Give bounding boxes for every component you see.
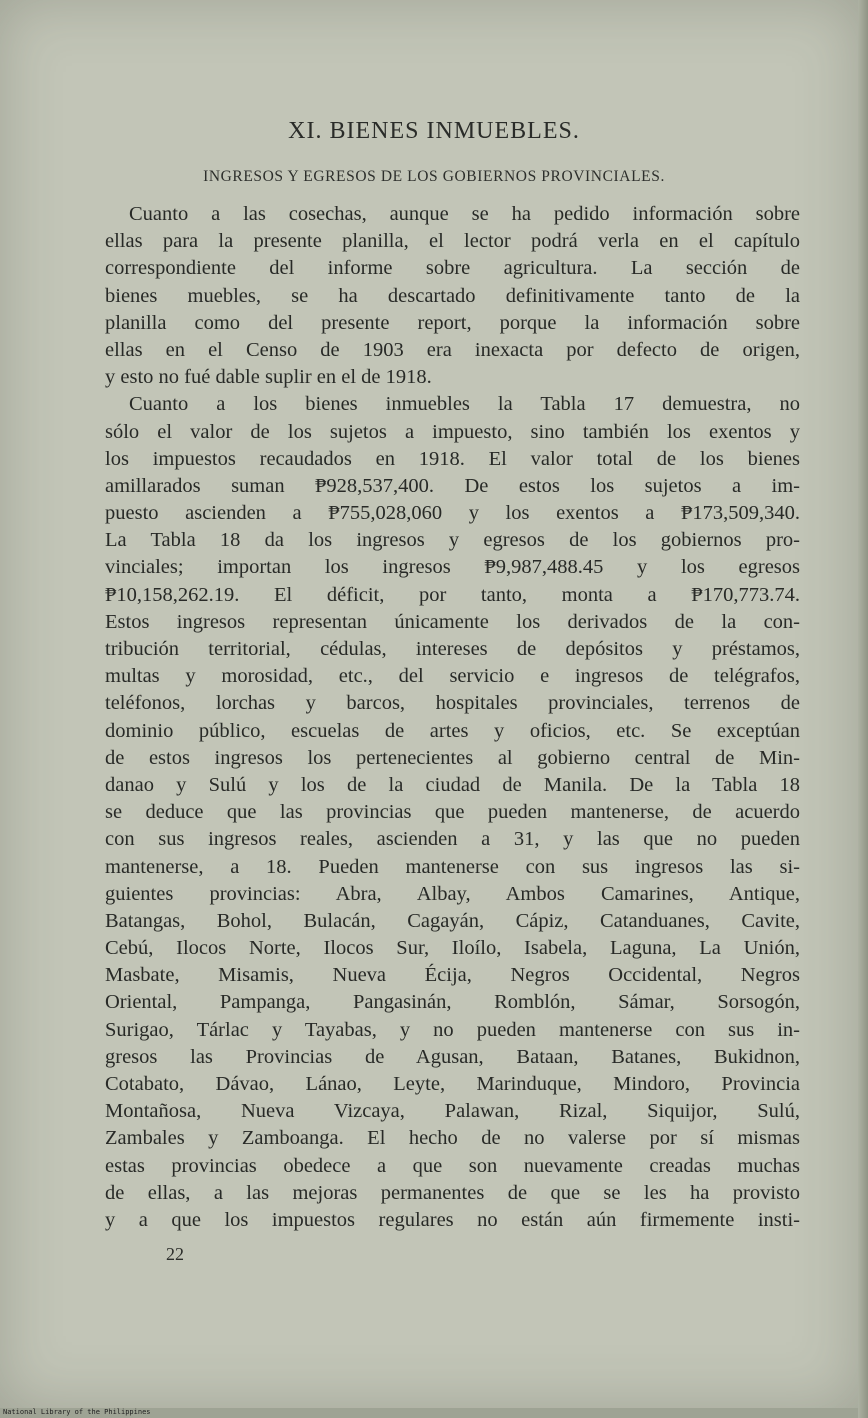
text-line: Oriental, Pampanga, Pangasinán, Romblón, Sámar, Sorsogón, bbox=[105, 991, 800, 1014]
text-line: correspondiente del informe sobre agricultura. La sección de bbox=[105, 257, 800, 280]
text-line: de ellas, a las mejoras permanentes de que se les ha provisto bbox=[105, 1181, 800, 1204]
text-line: Cotabato, Dávao, Lánao, Leyte, Marinduque, Mindoro, Provincia bbox=[105, 1073, 800, 1095]
text-line: y a que los impuestos regulares no están aún firmemente insti- bbox=[105, 1208, 800, 1231]
paragraph-2 bbox=[105, 391, 800, 1234]
text-line: tribución territorial, cédulas, intereses de depósitos y préstamos, bbox=[105, 638, 800, 660]
text-line: Surigao, Tárlac y Tayabas, y no pueden mantenerse con sus in- bbox=[105, 1018, 800, 1041]
text-line: Cuanto a las cosechas, aunque se ha pedido información sobre bbox=[129, 203, 800, 225]
text-line: Batangas, Bohol, Bulacán, Cagayán, Cápiz, Catanduanes, Cavite, bbox=[105, 909, 800, 932]
text-line: y esto no fué dable suplir en el de 1918. bbox=[105, 366, 432, 389]
text-line: de estos ingresos los pertenecientes al gobierno central de Min- bbox=[105, 746, 800, 769]
text-line: dominio público, escuelas de artes y oficios, etc. Se exceptúan bbox=[105, 719, 800, 742]
text-line: bienes muebles, se ha descartado definitivamente tanto de la bbox=[105, 284, 800, 307]
text-line: multas y morosidad, etc., del servicio e ingresos de telégrafos, bbox=[105, 665, 800, 688]
page-number: 22 bbox=[166, 1244, 184, 1264]
text-line: mantenerse, a 18. Pueden mantenerse con sus ingresos las si- bbox=[105, 855, 800, 878]
text-line: se deduce que las provincias que pueden mantenerse, de acuerdo bbox=[105, 801, 800, 824]
text-line: estas provincias obedece a que son nuevamente creadas muchas bbox=[105, 1154, 800, 1177]
text-line: La Tabla 18 da los ingresos y egresos de los gobiernos pro- bbox=[105, 529, 800, 552]
text-line: vinciales; importan los ingresos ₱9,987,488.45 y los egresos bbox=[105, 556, 800, 579]
text-line: Cuanto a los bienes inmuebles la Tabla 17 demuestra, no bbox=[129, 393, 800, 416]
text-line: Estos ingresos representan únicamente los derivados de la con- bbox=[105, 610, 800, 633]
text-line: Cebú, Ilocos Norte, Ilocos Sur, Iloílo, Isabela, Laguna, La Unión, bbox=[105, 937, 800, 960]
text-line: guientes provincias: Abra, Albay, Ambos Camarines, Antique, bbox=[105, 882, 800, 905]
text-line: ₱10,158,262.19. El déficit, por tanto, monta a ₱170,773.74. bbox=[105, 583, 800, 606]
footer-credit: National Library of the Philippines bbox=[3, 1408, 151, 1416]
section-subheading: INGRESOS Y EGRESOS DE LOS GOBIERNOS PROVINCIALES. bbox=[203, 168, 665, 185]
text-line: teléfonos, lorchas y barcos, hospitales provinciales, terrenos de bbox=[105, 692, 800, 715]
text-line: ellas para la presente planilla, el lector podrá verla en el capítulo bbox=[105, 230, 800, 253]
text-line: planilla como del presente report, porque la información sobre bbox=[105, 311, 800, 334]
section-heading: XI. BIENES INMUEBLES. bbox=[288, 118, 580, 144]
text-line: gresos las Provincias de Agusan, Bataan, Batanes, Bukidnon, bbox=[105, 1045, 800, 1068]
text-line: puesto ascienden a ₱755,028,060 y los exentos a ₱173,509,340. bbox=[105, 502, 800, 525]
text-line: Zambales y Zamboanga. El hecho de no valerse por sí mismas bbox=[105, 1127, 800, 1150]
body-text bbox=[105, 201, 800, 1234]
text-line: amillarados suman ₱928,537,400. De estos los sujetos a im- bbox=[105, 474, 800, 497]
text-line: ellas en el Censo de 1903 era inexacta por defecto de origen, bbox=[105, 338, 800, 361]
text-line: Masbate, Misamis, Nueva Écija, Negros Occidental, Negros bbox=[105, 964, 800, 987]
text-line: sólo el valor de los sujetos a impuesto, sino también los exentos y bbox=[105, 420, 800, 443]
paragraph-1 bbox=[105, 201, 800, 391]
text-line: con sus ingresos reales, ascienden a 31, y las que no pueden bbox=[105, 828, 800, 851]
page-edge bbox=[858, 0, 868, 1418]
text-line: los impuestos recaudados en 1918. El valor total de los bienes bbox=[105, 447, 800, 470]
text-line: danao y Sulú y los de la ciudad de Manila. De la Tabla 18 bbox=[105, 773, 800, 796]
text-line: Montañosa, Nueva Vizcaya, Palawan, Rizal, Siquijor, Sulú, bbox=[105, 1100, 800, 1123]
